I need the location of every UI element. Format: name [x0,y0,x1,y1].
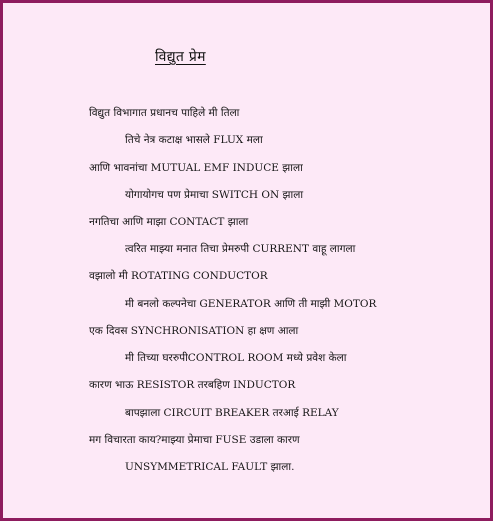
poem-line: UNSYMMETRICAL FAULT झाला. [125,461,295,473]
poem-line: वझालो मी ROTATING CONDUCTOR [89,270,268,282]
poem-line: आणि भावनांचा MUTUAL EMF INDUCE झाला [89,162,303,174]
poem-line: मग विचारता काय?माझ्या प्रेमाचा FUSE उडाला कारण [89,434,300,446]
poem-line: एक दिवस SYNCHRONISATION हा क्षण आला [89,325,299,337]
poem-line: योगायोगच पण प्रेमाचा SWITCH ON झाला [125,189,304,201]
poem-line: नगतिचा आणि माझा CONTACT झाला [89,216,249,228]
poem-line: तिचे नेत्र कटाक्ष भासले FLUX मला [125,134,263,146]
poem-line: त्वरित माझ्या मनात तिचा प्रेमरुपी CURRENT वाहू लागला [125,243,356,255]
poem-line: विद्युत विभागात प्रधानच पाहिले मी तिला [89,107,240,119]
poem-line: मी तिच्या घररुपीCONTROL ROOM मध्ये प्रवेश केला [125,352,347,364]
poem-line: बापझाला CIRCUIT BREAKER तरआई RELAY [125,407,339,419]
poem-line: मी बनलो कल्पनेचा GENERATOR आणि ती माझी MOTOR [125,298,377,310]
poem-title: विद्युत प्रेम [155,49,206,65]
poem-line: कारण भाऊ RESISTOR तरबहिण INDUCTOR [89,379,296,391]
